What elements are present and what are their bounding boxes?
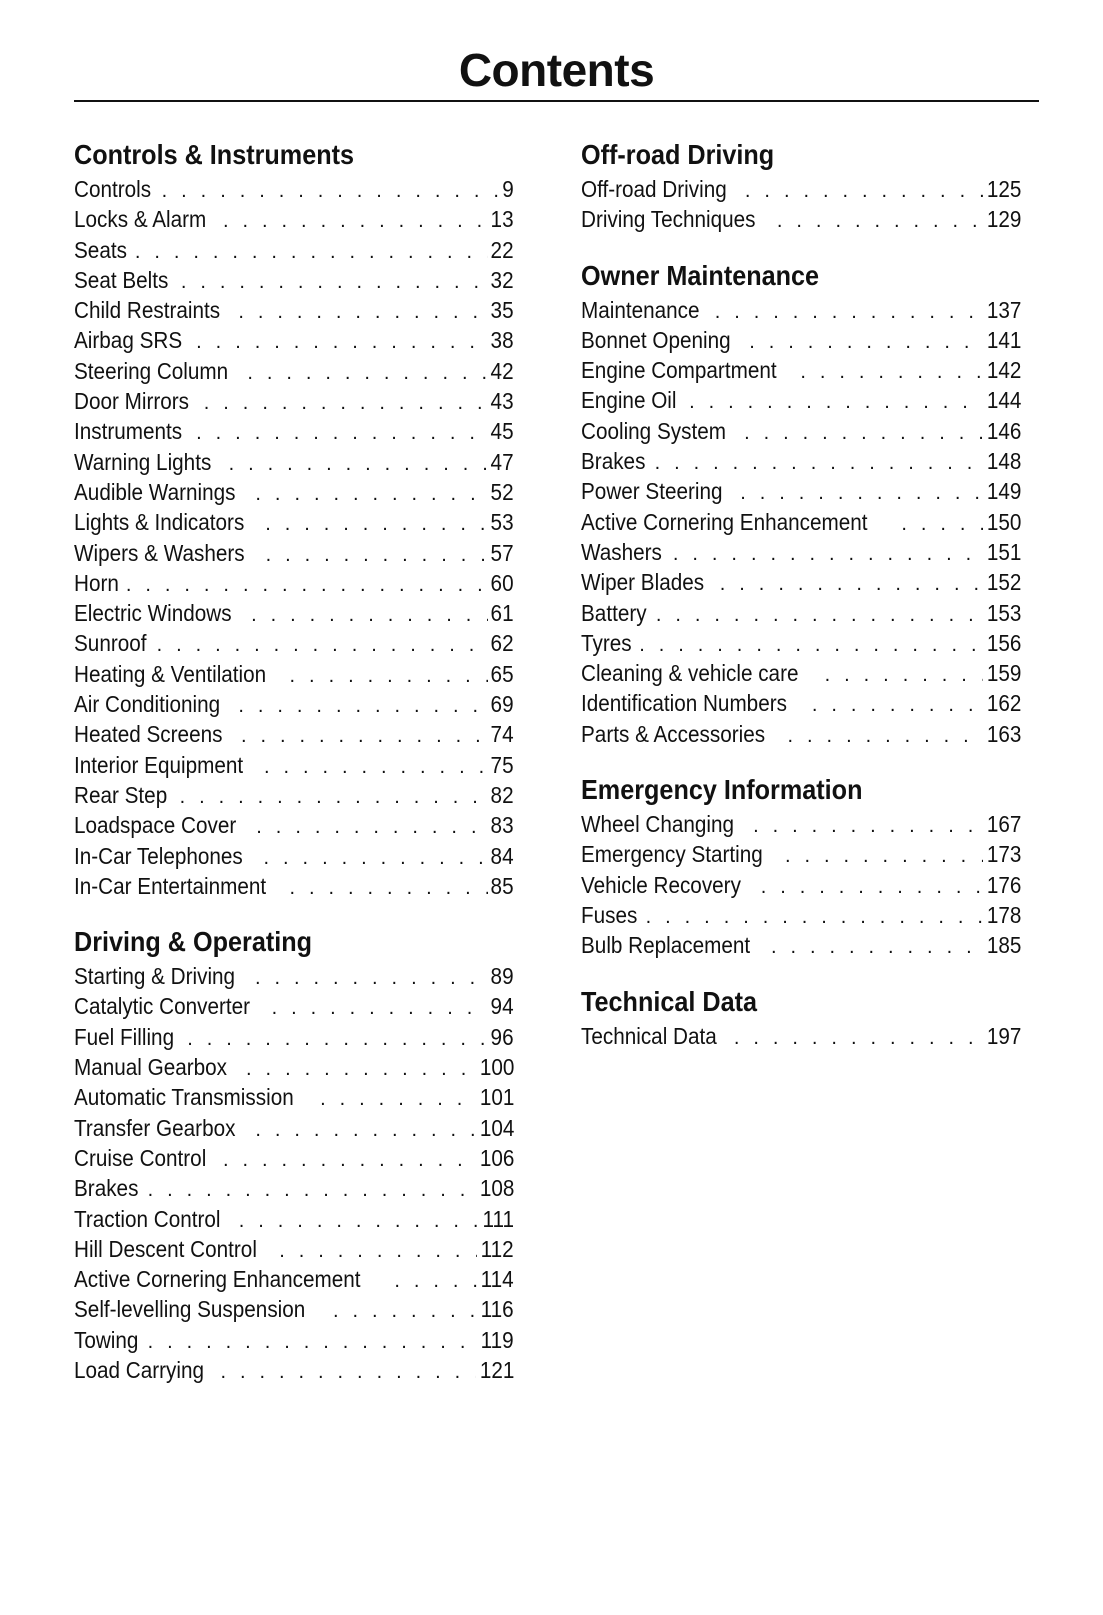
- entry-page-number: 45: [490, 418, 514, 445]
- dot-leader: [215, 206, 488, 234]
- entry-title: Identification Numbers: [581, 690, 787, 717]
- entry-title: Cleaning & vehicle care: [581, 660, 799, 687]
- toc-entry-self-levelling-suspension[interactable]: [74, 1294, 514, 1324]
- dot-leader: [638, 902, 983, 930]
- entry-page-number: 60: [490, 569, 514, 596]
- toc-entry-cooling-system[interactable]: [581, 416, 1021, 446]
- dot-leader: [737, 176, 983, 204]
- entry-title: Technical Data: [581, 1022, 717, 1049]
- entry-page-number: 137: [986, 296, 1021, 323]
- toc-entry-emergency-starting[interactable]: [581, 839, 1021, 869]
- toc-entry-door-mirrors[interactable]: [74, 386, 514, 416]
- entry-title: Fuel Filling: [74, 1023, 175, 1050]
- dot-leader: [257, 509, 488, 537]
- toc-entry-in-car-telephones[interactable]: [74, 841, 514, 871]
- entry-title: Manual Gearbox: [74, 1054, 228, 1081]
- entry-page-number: 150: [986, 508, 1021, 535]
- dot-leader: [215, 1145, 476, 1173]
- toc-entry-transfer-gearbox[interactable]: [74, 1113, 514, 1143]
- entry-title: Locks & Alarm: [74, 206, 207, 233]
- section-heading: Driving & Operating: [74, 926, 313, 958]
- entry-page-number: 142: [986, 357, 1021, 384]
- entry-title: Starting & Driving: [74, 963, 236, 990]
- left-column: [74, 138, 514, 1409]
- entry-page-number: 116: [480, 1296, 514, 1323]
- entry-title: Emergency Starting: [581, 841, 763, 868]
- dot-leader: [221, 449, 489, 477]
- entry-title: Transfer Gearbox: [74, 1114, 236, 1141]
- dot-leader: [647, 448, 983, 476]
- entry-page-number: 144: [986, 387, 1021, 414]
- entry-title: Cooling System: [581, 417, 726, 444]
- dot-leader: [179, 1024, 488, 1052]
- toc-entry-bulb-replacement[interactable]: [581, 930, 1021, 960]
- section-heading: Off-road Driving: [581, 139, 775, 170]
- entry-page-number: 69: [490, 691, 514, 718]
- entry-title: Active Cornering Enhancement: [74, 1266, 361, 1293]
- entry-page-number: 13: [490, 206, 514, 233]
- entry-page-number: 173: [986, 841, 1021, 868]
- toc-entry-bonnet-opening[interactable]: [581, 325, 1021, 355]
- dot-leader: [648, 600, 983, 628]
- entry-title: Catalytic Converter: [74, 993, 251, 1020]
- toc-entry-identification-numbers[interactable]: [581, 688, 1021, 718]
- entry-page-number: 83: [490, 812, 514, 839]
- entry-title: Driving Techniques: [581, 206, 756, 233]
- entry-page-number: 129: [986, 206, 1021, 233]
- dot-leader: [281, 873, 488, 901]
- entry-title: Sunroof: [74, 630, 147, 657]
- entry-page-number: 162: [986, 690, 1021, 717]
- dot-leader: [681, 387, 983, 415]
- toc-entry-electric-windows[interactable]: [74, 598, 514, 628]
- entry-page-number: 65: [490, 660, 514, 687]
- toc-entry-seats[interactable]: [74, 235, 514, 265]
- toc-entry-vehicle-recovery[interactable]: [581, 870, 1021, 900]
- toc-entry-heating-and-ventilation[interactable]: [74, 659, 514, 689]
- dot-leader: [741, 327, 982, 355]
- entry-title: Fuses: [581, 901, 638, 928]
- entry-title: Load Carrying: [74, 1356, 205, 1383]
- entry-page-number: 38: [490, 327, 514, 354]
- dot-leader: [238, 1054, 476, 1082]
- entry-page-number: 108: [479, 1175, 514, 1202]
- entry-title: Battery: [581, 599, 647, 626]
- toc-entry-washers[interactable]: [581, 537, 1021, 567]
- section-technical-data: [581, 985, 1021, 1051]
- entry-title: Active Cornering Enhancement: [581, 508, 868, 535]
- entry-title: Traction Control: [74, 1205, 221, 1232]
- section-controls-and-instruments: [74, 138, 514, 901]
- entry-title: Heating & Ventilation: [74, 660, 267, 687]
- dot-leader: [736, 418, 983, 446]
- entry-page-number: 167: [986, 811, 1021, 838]
- entry-page-number: 89: [490, 963, 514, 990]
- section-heading: Owner Maintenance: [581, 259, 820, 291]
- entry-title: Seats: [74, 236, 127, 263]
- dot-leader: [792, 357, 982, 385]
- entry-page-number: 53: [490, 509, 514, 536]
- dot-leader: [230, 691, 488, 719]
- dot-leader: [732, 478, 982, 506]
- section-heading: Technical Data: [581, 985, 758, 1017]
- entry-page-number: 84: [490, 842, 514, 869]
- entry-page-number: 112: [480, 1235, 514, 1262]
- dot-leader: [817, 660, 983, 688]
- entry-title: Power Steering: [581, 478, 723, 505]
- entry-title: Bulb Replacement: [581, 932, 751, 959]
- toc-entry-starting-and-driving[interactable]: [74, 961, 514, 991]
- dot-leader: [256, 752, 488, 780]
- entry-title: Brakes: [581, 448, 646, 475]
- toc-entry-sunroof[interactable]: [74, 628, 514, 658]
- dot-leader: [707, 297, 983, 325]
- toc-entry-towing[interactable]: [74, 1325, 514, 1355]
- entry-title: Parts & Accessories: [581, 720, 766, 747]
- entry-page-number: 148: [986, 448, 1021, 475]
- entry-page-number: 178: [986, 901, 1021, 928]
- section-driving-and-operating: [74, 925, 514, 1385]
- dot-leader: [386, 1266, 477, 1294]
- entry-page-number: 74: [490, 721, 514, 748]
- entry-title: Warning Lights: [74, 448, 212, 475]
- toc-entry-audible-warnings[interactable]: [74, 477, 514, 507]
- entry-title: Child Restraints: [74, 297, 221, 324]
- entry-title: Wipers & Washers: [74, 539, 245, 566]
- dot-leader: [893, 509, 982, 537]
- section-emergency-information: [581, 773, 1021, 960]
- toc-entry-load-carrying[interactable]: [74, 1355, 514, 1385]
- toc-entry-catalytic-converter[interactable]: [74, 991, 514, 1021]
- dot-leader: [780, 721, 983, 749]
- dot-leader: [127, 237, 489, 265]
- entry-page-number: 106: [479, 1144, 514, 1171]
- dot-leader: [325, 1296, 477, 1324]
- dot-leader: [247, 479, 488, 507]
- toc-entry-manual-gearbox[interactable]: [74, 1052, 514, 1082]
- entry-page-number: 61: [490, 600, 514, 627]
- toc-entry-automatic-transmission[interactable]: [74, 1082, 514, 1112]
- dot-leader: [248, 812, 488, 840]
- entry-page-number: 57: [490, 539, 514, 566]
- toc-entry-seat-belts[interactable]: [74, 265, 514, 295]
- entry-page-number: 62: [490, 630, 514, 657]
- entry-title: Electric Windows: [74, 600, 232, 627]
- entry-title: Loadspace Cover: [74, 812, 237, 839]
- entry-page-number: 85: [490, 872, 514, 899]
- toc-entry-loadspace-cover[interactable]: [74, 810, 514, 840]
- entry-title: Instruments: [74, 418, 183, 445]
- toc-entry-driving-techniques[interactable]: [581, 204, 1021, 234]
- entry-page-number: 96: [490, 1023, 514, 1050]
- toc-entry-engine-compartment[interactable]: [581, 355, 1021, 385]
- toc-entry-hill-descent-control[interactable]: [74, 1234, 514, 1264]
- toc-entry-cleaning-and-vehicle-care[interactable]: [581, 658, 1021, 688]
- entry-page-number: 153: [986, 599, 1021, 626]
- entry-title: Rear Step: [74, 781, 168, 808]
- section-off-road-driving: [581, 138, 1021, 235]
- entry-page-number: 141: [986, 326, 1021, 353]
- entry-title: Maintenance: [581, 296, 700, 323]
- entry-title: Washers: [581, 538, 662, 565]
- title-rule: [74, 100, 1039, 102]
- entry-page-number: 156: [986, 629, 1021, 656]
- entry-page-number: 125: [986, 176, 1021, 202]
- toc-entry-active-cornering-enhancement[interactable]: [581, 507, 1021, 537]
- toc-entry-power-steering[interactable]: [581, 476, 1021, 506]
- toc-entry-wheel-changing[interactable]: [581, 809, 1021, 839]
- toc-entry-horn[interactable]: [74, 568, 514, 598]
- entry-title: Airbag SRS: [74, 327, 183, 354]
- dot-leader: [665, 539, 983, 567]
- entry-title: Lights & Indicators: [74, 509, 245, 536]
- entry-title: Towing: [74, 1326, 139, 1353]
- dot-leader: [188, 327, 488, 355]
- entry-page-number: 100: [479, 1054, 514, 1081]
- dot-leader: [118, 570, 489, 598]
- entry-page-number: 43: [490, 388, 514, 415]
- entry-title: Brakes: [74, 1175, 139, 1202]
- entry-title: Controls: [74, 176, 152, 202]
- entry-page-number: 119: [480, 1326, 514, 1353]
- toc-entry-brakes[interactable]: [581, 446, 1021, 476]
- dot-leader: [256, 843, 489, 871]
- dot-leader: [188, 418, 488, 446]
- dot-leader: [745, 811, 983, 839]
- dot-leader: [247, 1115, 475, 1143]
- entry-page-number: 32: [490, 266, 514, 293]
- dot-leader: [712, 569, 983, 597]
- entry-title: Horn: [74, 569, 119, 596]
- entry-title: Cruise Control: [74, 1144, 207, 1171]
- dot-leader: [282, 661, 489, 689]
- dot-leader: [140, 1175, 476, 1203]
- toc-entry-active-cornering-enhancement[interactable]: [74, 1264, 514, 1294]
- entry-page-number: 94: [490, 993, 514, 1020]
- toc-entry-brakes[interactable]: [74, 1173, 514, 1203]
- entry-title: Door Mirrors: [74, 388, 190, 415]
- entry-page-number: 159: [986, 660, 1021, 687]
- toc-entry-traction-control[interactable]: [74, 1204, 514, 1234]
- toc-entry-in-car-entertainment[interactable]: [74, 871, 514, 901]
- entry-title: Self-levelling Suspension: [74, 1296, 306, 1323]
- entry-title: Bonnet Opening: [581, 326, 731, 353]
- toc-entry-maintenance[interactable]: [581, 295, 1021, 325]
- dot-leader: [212, 1357, 475, 1385]
- entry-title: Seat Belts: [74, 266, 169, 293]
- entry-title: Air Conditioning: [74, 691, 221, 718]
- entry-page-number: 149: [986, 478, 1021, 505]
- entry-page-number: 47: [490, 448, 514, 475]
- entry-title: Engine Compartment: [581, 357, 777, 384]
- dot-leader: [312, 1084, 475, 1112]
- dot-leader: [140, 1327, 478, 1355]
- dot-leader: [239, 358, 488, 386]
- entry-title: Automatic Transmission: [74, 1084, 294, 1111]
- section-owner-maintenance: [581, 259, 1021, 749]
- toc-entry-air-conditioning[interactable]: [74, 689, 514, 719]
- dot-leader: [149, 630, 489, 658]
- dot-leader: [763, 932, 983, 960]
- toc-entry-engine-oil[interactable]: [581, 385, 1021, 415]
- entry-title: Heated Screens: [74, 721, 223, 748]
- dot-leader: [243, 600, 488, 628]
- entry-title: Wheel Changing: [581, 811, 735, 838]
- toc-entry-technical-data[interactable]: [581, 1021, 1021, 1051]
- entry-title: In-Car Entertainment: [74, 872, 267, 899]
- dot-leader: [777, 841, 983, 869]
- toc-entry-heated-screens[interactable]: [74, 719, 514, 749]
- entry-title: Off-road Driving: [581, 176, 727, 202]
- toc-entry-locks-and-alarm[interactable]: [74, 204, 514, 234]
- toc-entry-tyres[interactable]: [581, 628, 1021, 658]
- entry-title: Hill Descent Control: [74, 1235, 257, 1262]
- dot-leader: [769, 206, 983, 234]
- entry-title: Interior Equipment: [74, 751, 244, 778]
- dot-leader: [233, 721, 488, 749]
- entry-page-number: 42: [490, 357, 514, 384]
- entry-title: Wiper Blades: [581, 569, 705, 596]
- entry-title: Audible Warnings: [74, 478, 236, 505]
- entry-page-number: 82: [490, 781, 514, 808]
- entry-title: Engine Oil: [581, 387, 677, 414]
- entry-page-number: 121: [479, 1356, 514, 1383]
- section-heading: Controls & Instruments: [74, 139, 355, 170]
- entry-page-number: 104: [479, 1114, 514, 1141]
- dot-leader: [753, 872, 983, 900]
- dot-leader: [154, 176, 502, 204]
- page-title: Contents: [458, 44, 655, 96]
- toc-entry-fuel-filling[interactable]: [74, 1022, 514, 1052]
- toc-entry-steering-column[interactable]: [74, 356, 514, 386]
- entry-page-number: 52: [490, 478, 514, 505]
- dot-leader: [230, 297, 488, 325]
- dot-leader: [172, 782, 489, 810]
- entry-page-number: 101: [479, 1084, 514, 1111]
- entry-title: Vehicle Recovery: [581, 871, 741, 898]
- toc-entry-warning-lights[interactable]: [74, 447, 514, 477]
- entry-page-number: 185: [986, 932, 1021, 959]
- dot-leader: [247, 963, 488, 991]
- toc-entry-airbag-srs[interactable]: [74, 325, 514, 355]
- dot-leader: [264, 993, 489, 1021]
- toc-entry-rear-step[interactable]: [74, 780, 514, 810]
- right-column: [581, 138, 1021, 1075]
- toc-entry-battery[interactable]: [581, 598, 1021, 628]
- dot-leader: [804, 690, 983, 718]
- entry-page-number: 197: [986, 1022, 1021, 1049]
- dot-leader: [258, 540, 489, 568]
- toc-entry-instruments[interactable]: [74, 416, 514, 446]
- toc-entry-fuses[interactable]: [581, 900, 1021, 930]
- entry-page-number: 114: [480, 1266, 514, 1293]
- entry-page-number: 35: [490, 297, 514, 324]
- dot-leader: [231, 1206, 479, 1234]
- toc-entry-cruise-control[interactable]: [74, 1143, 514, 1173]
- dot-leader: [631, 630, 982, 658]
- toc-entry-interior-equipment[interactable]: [74, 750, 514, 780]
- entry-title: Tyres: [581, 629, 632, 656]
- entry-page-number: 176: [986, 871, 1021, 898]
- dot-leader: [173, 267, 489, 295]
- toc-entry-wiper-blades[interactable]: [581, 567, 1021, 597]
- dot-leader: [271, 1236, 477, 1264]
- toc-entry-wipers-and-washers[interactable]: [74, 538, 514, 568]
- toc-entry-off-road-driving[interactable]: [581, 174, 1021, 204]
- toc-entry-lights-and-indicators[interactable]: [74, 507, 514, 537]
- entry-page-number: 111: [482, 1205, 514, 1232]
- entry-page-number: 152: [986, 569, 1021, 596]
- entry-page-number: 9: [502, 176, 514, 202]
- entry-page-number: 75: [490, 751, 514, 778]
- entry-page-number: 151: [986, 538, 1021, 565]
- toc-entry-controls[interactable]: [74, 174, 514, 204]
- entry-page-number: 163: [986, 720, 1021, 747]
- entry-title: In-Car Telephones: [74, 842, 243, 869]
- entry-page-number: 146: [986, 417, 1021, 444]
- section-heading: Emergency Information: [581, 774, 863, 806]
- toc-entry-child-restraints[interactable]: [74, 295, 514, 325]
- toc-entry-parts-and-accessories[interactable]: [581, 719, 1021, 749]
- entry-title: Steering Column: [74, 357, 229, 384]
- dot-leader: [726, 1023, 983, 1051]
- entry-page-number: 22: [490, 236, 514, 263]
- dot-leader: [196, 388, 489, 416]
